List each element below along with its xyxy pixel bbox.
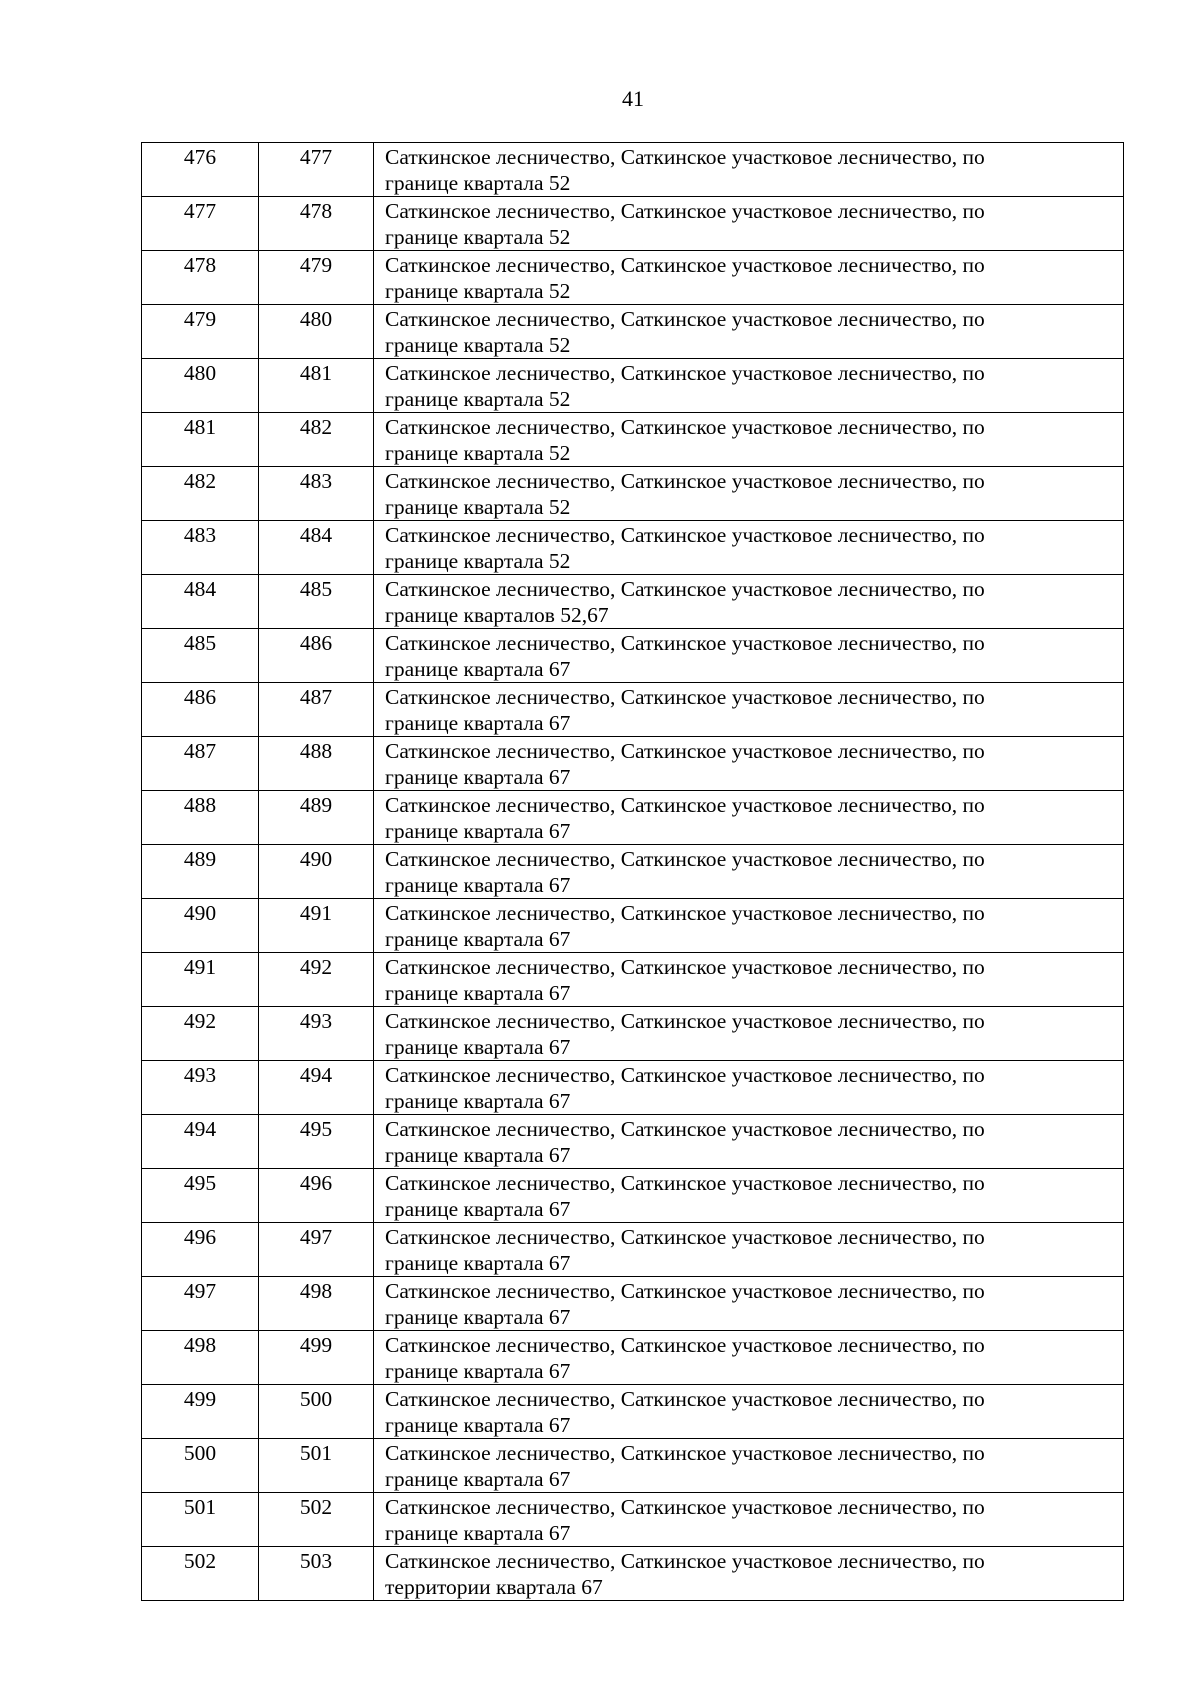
point-to-cell: 498 (259, 1277, 374, 1331)
point-from-cell: 495 (142, 1169, 259, 1223)
page-number: 41 (622, 86, 644, 111)
description-cell (374, 521, 1124, 575)
description-line-1: Саткинское лесничество, Саткинское участковое лесничество, по (385, 1009, 985, 1033)
table-row (142, 953, 1124, 1007)
description-cell (374, 359, 1124, 413)
point-to-cell: 495 (259, 1115, 374, 1169)
description-cell (374, 1439, 1124, 1493)
point-from-cell: 496 (142, 1223, 259, 1277)
point-to-cell: 499 (259, 1331, 374, 1385)
description-cell (374, 629, 1124, 683)
description-line-2: границе квартала 52 (385, 225, 571, 249)
point-to-cell: 488 (259, 737, 374, 791)
description-line-2: границе квартала 52 (385, 495, 571, 519)
point-to-cell: 482 (259, 413, 374, 467)
description-line-1: Саткинское лесничество, Саткинское участковое лесничество, по (385, 1549, 985, 1573)
point-to-cell: 503 (259, 1547, 374, 1601)
description-cell (374, 683, 1124, 737)
description-line-2: границе квартала 67 (385, 1251, 571, 1275)
table-row (142, 899, 1124, 953)
point-from-cell: 498 (142, 1331, 259, 1385)
point-from-cell: 478 (142, 251, 259, 305)
point-to-cell: 490 (259, 845, 374, 899)
point-to-cell: 492 (259, 953, 374, 1007)
description-line-2: границе квартала 52 (385, 441, 571, 465)
point-from-cell: 501 (142, 1493, 259, 1547)
point-to-cell: 502 (259, 1493, 374, 1547)
table-row (142, 1223, 1124, 1277)
point-from-cell: 497 (142, 1277, 259, 1331)
description-line-1: Саткинское лесничество, Саткинское участковое лесничество, по (385, 199, 985, 223)
table-row (142, 359, 1124, 413)
point-to-cell: 486 (259, 629, 374, 683)
description-cell (374, 251, 1124, 305)
description-cell (374, 467, 1124, 521)
table-row (142, 143, 1124, 197)
description-cell (374, 1385, 1124, 1439)
description-line-1: Саткинское лесничество, Саткинское участковое лесничество, по (385, 685, 985, 709)
point-from-cell: 477 (142, 197, 259, 251)
point-to-cell: 483 (259, 467, 374, 521)
table-row (142, 1061, 1124, 1115)
table-row (142, 1169, 1124, 1223)
point-to-cell: 480 (259, 305, 374, 359)
table-row (142, 1277, 1124, 1331)
point-from-cell: 481 (142, 413, 259, 467)
description-cell (374, 1223, 1124, 1277)
description-line-1: Саткинское лесничество, Саткинское участковое лесничество, по (385, 1441, 985, 1465)
boundary-table (141, 142, 1124, 1601)
description-line-2: границе квартала 67 (385, 819, 571, 843)
point-from-cell: 482 (142, 467, 259, 521)
point-to-cell: 485 (259, 575, 374, 629)
description-line-2: границе квартала 67 (385, 765, 571, 789)
description-cell (374, 1169, 1124, 1223)
point-from-cell: 499 (142, 1385, 259, 1439)
table-row (142, 1439, 1124, 1493)
description-cell (374, 899, 1124, 953)
description-line-1: Саткинское лесничество, Саткинское участковое лесничество, по (385, 577, 985, 601)
description-line-2: территории квартала 67 (385, 1575, 603, 1599)
description-line-2: границе квартала 67 (385, 1521, 571, 1545)
point-from-cell: 483 (142, 521, 259, 575)
point-from-cell: 484 (142, 575, 259, 629)
description-line-2: границе квартала 67 (385, 711, 571, 735)
table-body (142, 143, 1124, 1601)
description-cell (374, 1115, 1124, 1169)
description-line-1: Саткинское лесничество, Саткинское участковое лесничество, по (385, 253, 985, 277)
description-cell (374, 791, 1124, 845)
description-cell (374, 575, 1124, 629)
point-from-cell: 480 (142, 359, 259, 413)
point-to-cell: 478 (259, 197, 374, 251)
description-line-1: Саткинское лесничество, Саткинское участковое лесничество, по (385, 1387, 985, 1411)
table-row (142, 305, 1124, 359)
point-from-cell: 492 (142, 1007, 259, 1061)
point-from-cell: 486 (142, 683, 259, 737)
description-line-1: Саткинское лесничество, Саткинское участковое лесничество, по (385, 361, 985, 385)
description-cell (374, 1277, 1124, 1331)
description-cell (374, 737, 1124, 791)
description-cell (374, 1331, 1124, 1385)
description-line-1: Саткинское лесничество, Саткинское участковое лесничество, по (385, 739, 985, 763)
table-row (142, 1331, 1124, 1385)
point-from-cell: 493 (142, 1061, 259, 1115)
table-row (142, 197, 1124, 251)
table-row (142, 1547, 1124, 1601)
description-line-2: границе квартала 67 (385, 927, 571, 951)
point-from-cell: 479 (142, 305, 259, 359)
description-cell (374, 1493, 1124, 1547)
description-line-2: границе квартала 67 (385, 1035, 571, 1059)
point-to-cell: 489 (259, 791, 374, 845)
table-row (142, 467, 1124, 521)
table-row (142, 1007, 1124, 1061)
point-from-cell: 500 (142, 1439, 259, 1493)
point-to-cell: 501 (259, 1439, 374, 1493)
description-cell (374, 1007, 1124, 1061)
description-cell (374, 953, 1124, 1007)
description-line-2: границе квартала 52 (385, 279, 571, 303)
table-row (142, 251, 1124, 305)
description-line-2: границе квартала 52 (385, 549, 571, 573)
description-line-1: Саткинское лесничество, Саткинское участковое лесничество, по (385, 523, 985, 547)
description-cell (374, 197, 1124, 251)
description-line-1: Саткинское лесничество, Саткинское участковое лесничество, по (385, 1495, 985, 1519)
description-line-1: Саткинское лесничество, Саткинское участковое лесничество, по (385, 1063, 985, 1087)
description-line-2: границе квартала 52 (385, 387, 571, 411)
point-from-cell: 491 (142, 953, 259, 1007)
table-row (142, 1385, 1124, 1439)
description-line-2: границе квартала 67 (385, 1089, 571, 1113)
description-cell (374, 1061, 1124, 1115)
table-row (142, 1115, 1124, 1169)
description-line-1: Саткинское лесничество, Саткинское участковое лесничество, по (385, 793, 985, 817)
description-line-2: границе квартала 67 (385, 981, 571, 1005)
point-from-cell: 488 (142, 791, 259, 845)
description-line-2: границе квартала 67 (385, 1413, 571, 1437)
point-from-cell: 502 (142, 1547, 259, 1601)
table-row (142, 791, 1124, 845)
point-to-cell: 493 (259, 1007, 374, 1061)
point-to-cell: 496 (259, 1169, 374, 1223)
point-to-cell: 497 (259, 1223, 374, 1277)
description-line-1: Саткинское лесничество, Саткинское участковое лесничество, по (385, 1117, 985, 1141)
description-line-2: границе квартала 67 (385, 1143, 571, 1167)
description-line-2: границе квартала 67 (385, 1305, 571, 1329)
description-line-2: границе квартала 67 (385, 657, 571, 681)
description-line-1: Саткинское лесничество, Саткинское участковое лесничество, по (385, 1279, 985, 1303)
description-cell (374, 1547, 1124, 1601)
table-row (142, 737, 1124, 791)
description-line-2: границе квартала 52 (385, 333, 571, 357)
table-row (142, 845, 1124, 899)
point-to-cell: 477 (259, 143, 374, 197)
point-from-cell: 476 (142, 143, 259, 197)
point-to-cell: 484 (259, 521, 374, 575)
description-line-1: Саткинское лесничество, Саткинское участковое лесничество, по (385, 1171, 985, 1195)
point-from-cell: 485 (142, 629, 259, 683)
description-line-1: Саткинское лесничество, Саткинское участковое лесничество, по (385, 901, 985, 925)
point-to-cell: 500 (259, 1385, 374, 1439)
description-line-1: Саткинское лесничество, Саткинское участковое лесничество, по (385, 1225, 985, 1249)
description-line-1: Саткинское лесничество, Саткинское участковое лесничество, по (385, 145, 985, 169)
description-cell (374, 143, 1124, 197)
description-line-1: Саткинское лесничество, Саткинское участковое лесничество, по (385, 847, 985, 871)
table-row (142, 629, 1124, 683)
point-to-cell: 491 (259, 899, 374, 953)
point-to-cell: 494 (259, 1061, 374, 1115)
point-from-cell: 489 (142, 845, 259, 899)
point-from-cell: 487 (142, 737, 259, 791)
description-line-1: Саткинское лесничество, Саткинское участковое лесничество, по (385, 631, 985, 655)
description-cell (374, 305, 1124, 359)
table-row (142, 575, 1124, 629)
description-cell (374, 413, 1124, 467)
table-row (142, 1493, 1124, 1547)
description-line-1: Саткинское лесничество, Саткинское участковое лесничество, по (385, 307, 985, 331)
description-line-1: Саткинское лесничество, Саткинское участковое лесничество, по (385, 955, 985, 979)
description-line-2: границе квартала 67 (385, 1467, 571, 1491)
table-row (142, 683, 1124, 737)
description-line-2: границе кварталов 52,67 (385, 603, 609, 627)
point-to-cell: 487 (259, 683, 374, 737)
description-line-2: границе квартала 67 (385, 873, 571, 897)
table-row (142, 413, 1124, 467)
point-from-cell: 494 (142, 1115, 259, 1169)
point-to-cell: 481 (259, 359, 374, 413)
point-from-cell: 490 (142, 899, 259, 953)
description-line-1: Саткинское лесничество, Саткинское участковое лесничество, по (385, 415, 985, 439)
point-to-cell: 479 (259, 251, 374, 305)
description-line-1: Саткинское лесничество, Саткинское участковое лесничество, по (385, 1333, 985, 1357)
description-line-1: Саткинское лесничество, Саткинское участковое лесничество, по (385, 469, 985, 493)
description-line-2: границе квартала 52 (385, 171, 571, 195)
description-line-2: границе квартала 67 (385, 1197, 571, 1221)
description-line-2: границе квартала 67 (385, 1359, 571, 1383)
table-row (142, 521, 1124, 575)
description-cell (374, 845, 1124, 899)
